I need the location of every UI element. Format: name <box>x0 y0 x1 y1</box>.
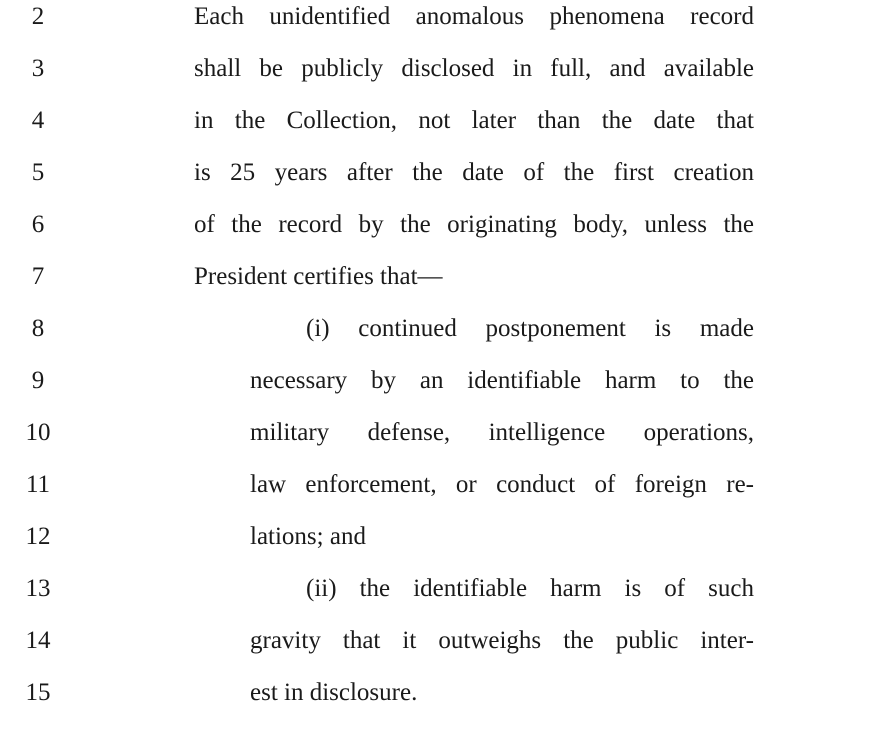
line-15 <box>0 677 883 729</box>
line-text: (ii) the identifiable harm is of such <box>306 575 754 602</box>
line-text: law enforcement, or conduct of foreign re- <box>250 471 754 498</box>
line-text: necessary by an identifiable harm to the <box>250 367 754 394</box>
line-5 <box>0 157 883 209</box>
line-text: lations; and <box>250 523 366 550</box>
line-number: 14 <box>25 627 51 654</box>
line-3 <box>0 53 883 105</box>
line-number: 6 <box>31 211 45 238</box>
line-text: Each unidentified anomalous phenomena record <box>194 3 754 30</box>
line-2 <box>0 1 883 53</box>
line-number: 12 <box>25 523 51 550</box>
line-text: is 25 years after the date of the first creation <box>194 159 754 186</box>
line-text: of the record by the originating body, unless the <box>194 211 754 238</box>
line-number: 4 <box>31 107 45 134</box>
line-9 <box>0 365 883 417</box>
line-14 <box>0 625 883 677</box>
line-text: shall be publicly disclosed in full, and available <box>194 55 754 82</box>
line-text: gravity that it outweighs the public inter- <box>250 627 754 654</box>
line-13 <box>0 573 883 625</box>
line-4 <box>0 105 883 157</box>
line-number: 7 <box>31 263 45 290</box>
line-number: 2 <box>31 3 45 30</box>
line-text: in the Collection, not later than the date that <box>194 107 754 134</box>
line-6 <box>0 209 883 261</box>
line-10 <box>0 417 883 469</box>
line-11 <box>0 469 883 521</box>
line-7 <box>0 261 883 313</box>
line-number: 3 <box>31 55 45 82</box>
line-12 <box>0 521 883 573</box>
line-8 <box>0 313 883 365</box>
line-number: 11 <box>25 471 51 498</box>
line-text: President certifies that— <box>194 263 443 290</box>
line-number: 8 <box>31 315 45 342</box>
line-number: 5 <box>31 159 45 186</box>
line-text: (i) continued postponement is made <box>306 315 754 342</box>
line-number: 10 <box>25 419 51 446</box>
line-number: 13 <box>25 575 51 602</box>
line-number: 9 <box>31 367 45 394</box>
line-text: est in disclosure. <box>250 679 418 706</box>
line-text: military defense, intelligence operations, <box>250 419 754 446</box>
line-number: 15 <box>25 679 51 706</box>
